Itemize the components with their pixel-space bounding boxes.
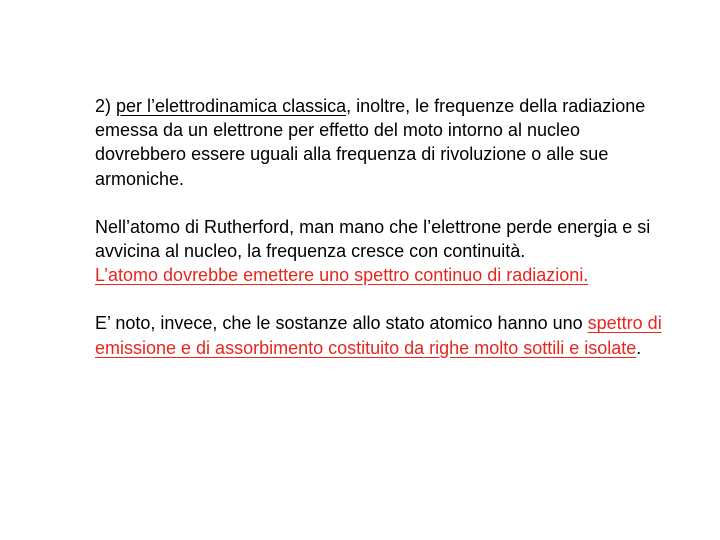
p3-prefix: E’ noto, invece, che le sostanze allo stato atomico hanno uno [95,313,588,334]
p1-underlined-term: per l’elettrodinamica classica [116,96,347,116]
p1-prefix: 2) [95,96,117,116]
paragraph-line-spectra [95,311,665,359]
p2-continuous-spectrum-statement: L’atomo dovrebbe emettere uno spettro continuo di radiazioni. [95,265,589,286]
paragraph-classical-electrodynamics [95,94,665,191]
p3-line-spectrum-highlight: spettro di emissione e di assorbimento costituito da righe molto sottili e isolate [95,313,662,358]
p3-suffix: . [636,337,642,358]
p1-rest: , inoltre, le frequenze della radiazione emessa da un elettrone per effetto del moto intorno al nucleo dovrebbero essere uguali alla frequenza di rivoluzione o alle sue armoniche. [95,96,646,189]
text-body [95,94,665,384]
p2-text: Nell’atomo di Rutherford, man mano che l’elettrone perde energia e si avvicina al nucleo, la frequenza cresce con continuità. [95,216,651,262]
paragraph-rutherford-atom [95,215,665,288]
